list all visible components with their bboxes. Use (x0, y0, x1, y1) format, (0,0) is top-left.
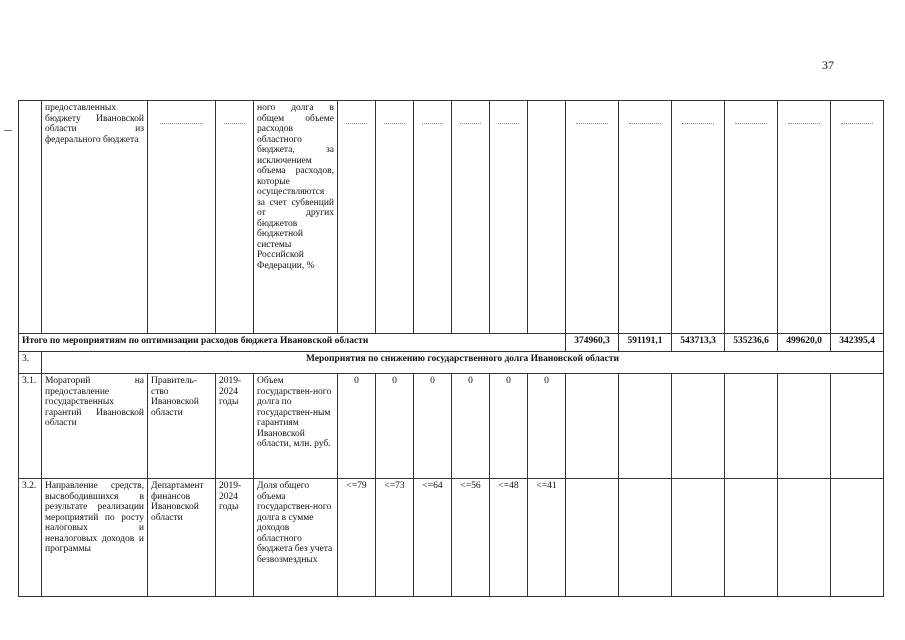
total-value: 342395,4 (831, 334, 884, 352)
table-row-total (19, 334, 884, 352)
cell-value (831, 101, 884, 334)
total-value: 591191,1 (619, 334, 672, 352)
cell-indicator: Доля общего объема государствен-ного долга в сумме доходов областного бюджета без учета безвозмездных (254, 479, 338, 597)
cell-measure-name: Мораторий на предоставление государственных гарантий Ивановской области (42, 374, 148, 479)
margin-mark (4, 130, 12, 131)
cell-executor: Правитель-ство Ивановской области (148, 374, 216, 479)
cell-value: <=79 (338, 479, 376, 597)
cell-empty (619, 374, 672, 479)
cell-empty (778, 479, 831, 597)
cell-value (452, 101, 490, 334)
table-row-continued (19, 101, 884, 334)
cell-num (19, 101, 42, 334)
cell-num: 3.2. (19, 479, 42, 597)
cell-value (619, 101, 672, 334)
cell-empty (831, 479, 884, 597)
total-value: 499620,0 (778, 334, 831, 352)
section-title: Мероприятия по снижению государственного долга Ивановской области (42, 352, 884, 374)
cell-value: 0 (414, 374, 452, 479)
total-value: 374960,3 (566, 334, 619, 352)
cell-value (338, 101, 376, 334)
cell-value: <=73 (376, 479, 414, 597)
table-row (19, 479, 884, 597)
cell-empty (725, 374, 778, 479)
cell-value: <=41 (528, 479, 566, 597)
cell-value (376, 101, 414, 334)
cell-empty (566, 374, 619, 479)
cell-value: 0 (376, 374, 414, 479)
table-row-section-header (19, 352, 884, 374)
cell-empty (619, 479, 672, 597)
cell-empty (672, 374, 725, 479)
cell-period (216, 101, 254, 334)
total-value: 543713,3 (672, 334, 725, 352)
cell-value (725, 101, 778, 334)
cell-value: 0 (528, 374, 566, 479)
cell-empty (778, 374, 831, 479)
cell-value (490, 101, 528, 334)
cell-executor (148, 101, 216, 334)
cell-value: <=56 (452, 479, 490, 597)
cell-value: 0 (452, 374, 490, 479)
cell-value: 0 (338, 374, 376, 479)
cell-value: <=64 (414, 479, 452, 597)
cell-empty (566, 479, 619, 597)
cell-period: 2019-2024 годы (216, 479, 254, 597)
budget-measures-table (18, 100, 884, 597)
cell-measure-name: предоставленных бюджету Ивановской области из федерального бюджета (42, 101, 148, 334)
cell-period: 2019-2024 годы (216, 374, 254, 479)
cell-empty (831, 374, 884, 479)
table-row (19, 374, 884, 479)
cell-num: 3.1. (19, 374, 42, 479)
page-number: 37 (822, 58, 834, 72)
cell-measure-name: Направление средств, высвободившихся в результате реализации мероприятий по росту налоговых и неналоговых доходов и программы (42, 479, 148, 597)
total-label: Итого по мероприятиям по оптимизации расходов бюджета Ивановской области (19, 334, 566, 352)
cell-value: <=48 (490, 479, 528, 597)
cell-value (528, 101, 566, 334)
cell-empty (672, 479, 725, 597)
section-num: 3. (19, 352, 42, 374)
cell-executor: Департамент финансов Ивановской области (148, 479, 216, 597)
cell-value (566, 101, 619, 334)
cell-value (414, 101, 452, 334)
cell-indicator: Объем государствен-ного долга по государствен-ным гарантиям Ивановской области, млн. руб. (254, 374, 338, 479)
cell-empty (725, 479, 778, 597)
cell-value (672, 101, 725, 334)
cell-value: 0 (490, 374, 528, 479)
cell-indicator: ного долга в общем объеме расходов областного бюджета, за исключением объема расходов, которые осуществляются за счет субвенций от других бюджетов бюджетной системы Российской Федерации, % (254, 101, 338, 334)
cell-value (778, 101, 831, 334)
total-value: 535236,6 (725, 334, 778, 352)
